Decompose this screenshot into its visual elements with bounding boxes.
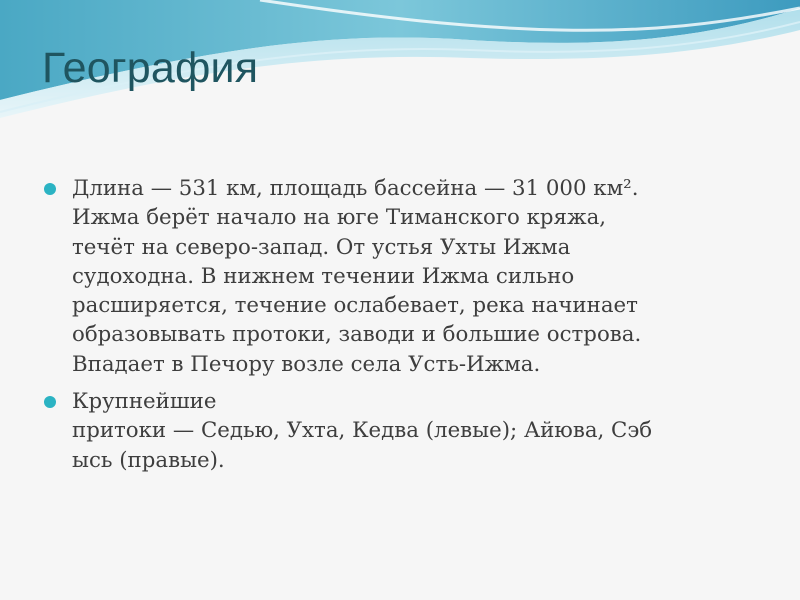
bullet-text-line: Длина — 531 км, площадь бассейна — 31 000 км². — [72, 176, 639, 201]
bullet-list — [44, 174, 744, 483]
bullet-item-geography — [44, 174, 744, 379]
bullet-dot-icon — [44, 396, 56, 408]
bullet-text-line: Крупнейшие — [72, 389, 217, 415]
bullet-text-line: притоки — Седью, Ухта, Кедва (левые); Айюва, Сэб — [72, 418, 653, 444]
bullet-text-line: Ижма берёт начало на юге Тиманского кряжа, — [72, 205, 607, 231]
bullet-text-line: Впадает в Печору возле села Усть-Ижма. — [72, 351, 541, 377]
bullet-text-line: расширяется, течение ослабевает, река начинает — [72, 293, 638, 319]
bullet-text-line: ысь (правые). — [72, 447, 225, 473]
bullet-dot-icon — [44, 183, 56, 195]
bullet-text-line: судоходна. В нижнем течении Ижма сильно — [72, 263, 575, 289]
bullet-text-line: образовывать протоки, заводи и большие острова. — [72, 322, 642, 348]
bullet-text-line: течёт на северо-запад. От устья Ухты Ижма — [72, 234, 571, 260]
bullet-item-tributaries — [44, 387, 744, 475]
slide-title: География — [42, 44, 259, 92]
